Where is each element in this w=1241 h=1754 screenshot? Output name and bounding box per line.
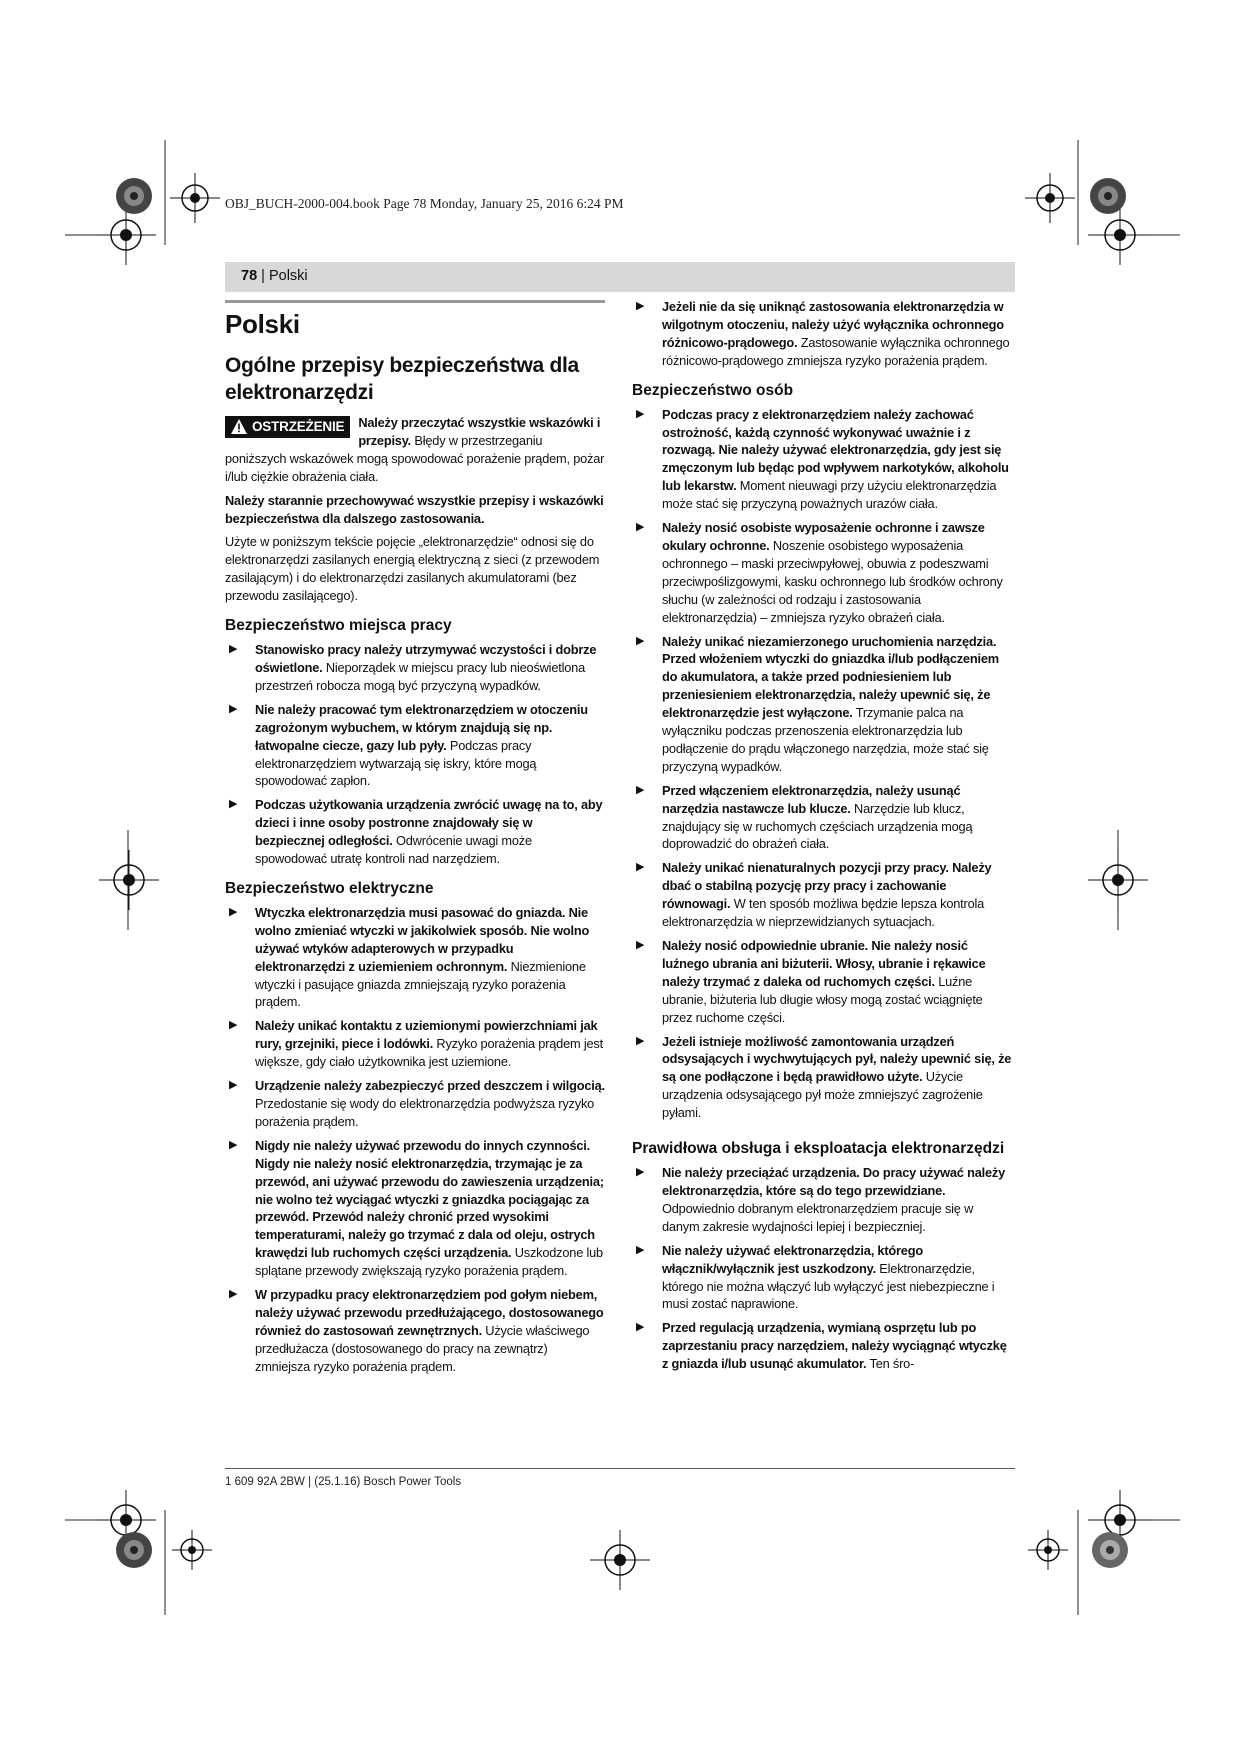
item-bold-text: Jeżeli istnieje możliwość zamontowania urządzeń odsysających i wychwytujących pył, należy upewnić się, że są one podłączone i będą prawidłowo użyte. — [662, 1033, 1012, 1085]
item-text: Podczas pracy elektronarzędziem wytwarzają się iskry, które mogą spowodować zapłon. — [255, 737, 537, 789]
list-item — [632, 633, 1012, 776]
bullet-arrow-icon: ▶ — [636, 521, 645, 534]
item-text: Noszenie osobistego wyposażenia ochronnego – maski przeciwpyłowej, obuwia z podeszwami przeciwpoślizgowymi, kasku ochronnego lub środków ochrony słuchu (w zależności od rodzaju i zastosowania elektronarzędzia) – zmniejsza ryzyko obrażeń ciała. — [662, 537, 1003, 625]
list-item — [225, 1286, 605, 1376]
item-text: Elektronarzędzie, którego nie można włączyć lub wyłączyć jest niebezpieczne i musi zostać naprawione. — [662, 1260, 995, 1312]
item-bold-text: Nie należy pracować tym elektronarzędziem w otoczeniu zagrożonym wybuchem, w którym znajdują się np. łatwopalne ciecze, gazy lub pyły. — [255, 701, 588, 753]
running-header — [241, 268, 308, 284]
color-rosette-icon — [114, 176, 154, 216]
warning-triangle-icon — [231, 419, 247, 434]
title-rule — [225, 300, 605, 303]
list-item — [632, 782, 1012, 854]
bullet-arrow-icon: ▶ — [636, 1321, 645, 1334]
item-bold-text: Nigdy nie należy używać przewodu do innych czynności. Nigdy nie należy nosić elektronarzędzia, trzymając je za przewód, ani używać przewodu do zawieszenia urządzenia; nie wolno też wyciągać wtyczki z gniazdka pociągając za przewód. Przewód należy chronić przed wysokimi temperaturami, należy go trzymać z dala od oleju, ostrych krawędzi lub ruchomych części urządzenia. — [255, 1137, 604, 1261]
color-rosette-icon — [1090, 1530, 1130, 1570]
item-bold-text: Urządzenie należy zabezpieczyć przed deszczem i wilgocią. — [255, 1078, 605, 1094]
footer-rule — [225, 1468, 1015, 1469]
item-text: Odwrócenie uwagi może spowodować utratę kontroli nad narzędziem. — [255, 833, 532, 867]
warning-bold-text: Należy przeczytać wszystkie wskazówki i przepisy. — [358, 415, 601, 448]
item-bold-text: Należy unikać nienaturalnych pozycji przy pracy. Należy dbać o stabilną pozycję przy pracy i zachowanie równowagi. — [662, 860, 992, 912]
header-bar — [225, 262, 1015, 292]
section-list — [632, 298, 1012, 370]
list-item — [225, 701, 605, 791]
bullet-arrow-icon: ▶ — [636, 783, 645, 796]
list-item — [632, 1164, 1012, 1236]
registration-target-icon — [1028, 1530, 1068, 1570]
item-bold-text: W przypadku pracy elektronarzędziem pod gołym niebem, należy używać przewodu przedłużającego, dostosowanego również do zastosowań zewnętrznych. — [255, 1287, 604, 1338]
list-item — [225, 1077, 605, 1131]
list-item — [225, 641, 605, 695]
item-bold-text: Nie należy używać elektronarzędzia, którego włącznik/wyłącznik jest uszkodzony. — [662, 1242, 923, 1276]
chapter-title: Ogólne przepisy bezpieczeństwa dla elektronarzędzi — [225, 354, 579, 404]
section-list — [632, 1164, 1012, 1373]
section-heading: Bezpieczeństwo osób — [632, 381, 794, 399]
warning-badge — [225, 416, 350, 438]
bullet-arrow-icon: ▶ — [229, 643, 238, 656]
warning-paragraph — [225, 414, 605, 486]
registration-target-icon — [170, 173, 220, 223]
item-bold-text: Należy unikać niezamierzonego uruchomienia narzędzia. Przed włożeniem wtyczki do gniazdka i/lub podłączeniem do akumulatora, a także przed podniesieniem lub przeniesieniem elektronarzędzia, należy upewnić się, że elektronarzędzie jest wyłączone. — [662, 633, 999, 721]
item-bold-text: Nie należy przeciążać urządzenia. Do pracy używać należy elektronarzędzia, które są do tego przewidziane. — [662, 1165, 1005, 1198]
item-text: Luźne ubranie, biżuteria lub długie włosy mogą zostać wciągnięte przez ruchome części. — [662, 973, 983, 1025]
color-rosette-icon — [1088, 176, 1128, 216]
keep-instructions — [225, 492, 605, 528]
print-slug: OBJ_BUCH-2000-004.book Page 78 Monday, January 25, 2016 6:24 PM — [225, 196, 624, 211]
registration-target-icon — [1088, 850, 1148, 910]
item-text: Odpowiednio dobranym elektronarzędziem pracuje się w danym zakresie wydajności lepiej i bezpieczniej. — [662, 1200, 974, 1234]
bullet-arrow-icon: ▶ — [636, 300, 645, 312]
item-bold-text: Należy nosić osobiste wyposażenie ochronne i zawsze okulary ochronne. — [662, 520, 985, 553]
bullet-arrow-icon: ▶ — [229, 1138, 238, 1151]
registration-target-icon — [172, 1530, 212, 1570]
page-title: Polski — [225, 309, 300, 339]
page-number: 78 — [241, 268, 258, 284]
bullet-arrow-icon: ▶ — [636, 939, 645, 951]
item-text: Użycie właściwego przedłużacza (dostosowanego do pracy na zewnątrz) zmniejsza ryzyko porażenia prądem. — [255, 1322, 590, 1374]
item-bold-text: Podczas użytkowania urządzenia zwrócić uwagę na to, aby dzieci i inne osoby postronne znajdowały się w bezpiecznej odległości. — [255, 797, 603, 849]
item-text: Trzymanie palca na wyłączniku podczas przenoszenia elektronarzędzia lub podłączenie do prądu włączonego narzędzia, może stać się przyczyną wypadków. — [662, 705, 989, 774]
item-bold-text: Jeżeli nie da się uniknąć zastosowania elektronarzędzia w wilgotnym otoczeniu, należy użyć wyłącznika ochronnego różnicowo-prądowego. — [662, 299, 1004, 350]
item-text: Ryzyko porażenia prądem jest większe, gdy ciało użytkownika jest uziemione. — [255, 1036, 603, 1070]
list-item — [225, 1137, 605, 1280]
keep-instructions-text: Należy starannie przechowywać wszystkie przepisy i wskazówki bezpieczeństwa dla dalszego zastosowania. — [225, 492, 604, 526]
item-bold-text: Przed regulacją urządzenia, wymianą osprzętu lub po zaprzestaniu pracy narzędziem, należy wyciągnąć wtyczkę z gniazda i/lub usunąć akumulator. — [662, 1320, 1007, 1372]
item-text: Narzędzie lub klucz, znajdujący się w ruchomych częściach urządzenia mogą doprowadzić do obrażeń ciała. — [662, 800, 973, 852]
right-column — [632, 298, 1012, 1379]
list-item — [225, 1017, 605, 1071]
left-column — [225, 300, 605, 1382]
list-item — [632, 519, 1012, 626]
section-heading: Bezpieczeństwo elektryczne — [225, 879, 434, 897]
item-text: Uszkodzone lub splątane przewody zwiększają ryzyko porażenia prądem. — [255, 1245, 603, 1279]
item-bold-text: Należy unikać kontaktu z uziemionymi powierzchniami jak rury, grzejniki, piece i lodówki. — [255, 1018, 598, 1052]
registration-target-icon — [590, 1530, 650, 1590]
list-item — [225, 796, 605, 868]
item-bold-text: Podczas pracy z elektronarzędziem należy zachować ostrożność, każdą czynność wykonywać uważnie i z rozwagą. Nie należy używać elektronarzędzia, gdy jest się zmęczonym lub będąc pod wpływem narkotyków, alkoholu lub lekarstw. — [662, 406, 1009, 494]
list-item — [632, 1033, 1012, 1123]
section-list — [225, 904, 605, 1376]
item-text: Moment nieuwagi przy użyciu elektronarzędzia może stać się przyczyną poważnych urazów ciała. — [662, 478, 997, 512]
item-bold-text: Wtyczka elektronarzędzia musi pasować do gniazda. Nie wolno zmieniać wtyczki w jakikolwiek sposób. Nie wolno używać wtyków adapterowych w przypadku elektronarzędzi z uziemieniem ochronnym. — [255, 904, 590, 974]
item-bold-text: Przed włączeniem elektronarzędzia, należy usunąć narzędzia nastawcze lub klucze. — [662, 782, 961, 816]
section-heading: Bezpieczeństwo miejsca pracy — [225, 617, 452, 635]
section-list — [225, 641, 605, 868]
item-bold-text: Stanowisko pracy należy utrzymywać wczystości i dobrze oświetlone. — [255, 642, 597, 675]
warning-badge-label: OSTRZEŻENIE — [252, 419, 345, 434]
section-heading: Prawidłowa obsługa i eksploatacja elektronarzędzi — [632, 1140, 1005, 1158]
item-text: Nieporządek w miejscu pracy lub nieoświetlona przestrzeń robocza mogą być przyczyną wypadków. — [255, 659, 585, 693]
page-footer: 1 609 92A 2BW | (25.1.16) Bosch Power Tools — [225, 1476, 462, 1488]
bullet-arrow-icon: ▶ — [229, 1079, 238, 1092]
bullet-arrow-icon: ▶ — [636, 407, 645, 420]
item-text: Ten śro- — [866, 1356, 915, 1372]
bullet-arrow-icon: ▶ — [229, 1019, 238, 1032]
bullet-arrow-icon: ▶ — [636, 634, 645, 647]
color-rosette-icon — [114, 1530, 154, 1570]
item-text: Zastosowanie wyłącznika ochronnego różnicowo-prądowego zmniejsza ryzyko porażenia prądem. — [662, 334, 1010, 368]
header-separator: | — [257, 268, 269, 284]
bullet-arrow-icon: ▶ — [636, 1243, 645, 1256]
header-section: Polski — [268, 268, 308, 284]
list-item — [225, 904, 605, 1011]
item-text: Przedostanie się wody do elektronarzędzia podwyższa ryzyko porażenia prądem. — [255, 1096, 595, 1129]
warning-text: Błędy w przestrzeganiu poniższych wskazówek mogą spowodować porażenie prądem, pożar i/lub ciężkie obrażenia ciała. — [225, 432, 605, 484]
registration-target-icon — [1025, 173, 1075, 223]
bullet-arrow-icon: ▶ — [636, 861, 645, 874]
registration-target-icon — [99, 850, 159, 910]
section-list — [632, 406, 1012, 1122]
list-item — [632, 1319, 1012, 1373]
bullet-arrow-icon: ▶ — [636, 1034, 645, 1047]
bullet-arrow-icon: ▶ — [229, 702, 238, 715]
bullet-arrow-icon: ▶ — [229, 798, 238, 811]
list-item — [632, 406, 1012, 513]
definition-paragraph: Użyte w poniższym tekście pojęcie „elektronarzędzie“ odnosi się do elektronarzędzi zasilanych energią elektryczną z sieci (z przewodem zasilającym) i do elektronarzędzi zasilanych akumulatorami (bez przewodu zasilającego). — [225, 534, 600, 604]
bullet-arrow-icon: ▶ — [229, 1288, 238, 1301]
item-text: W ten sposób możliwa będzie lepsza kontrola elektronarzędzia w nieprzewidzianych sytuacjach. — [662, 896, 985, 930]
bullet-arrow-icon: ▶ — [229, 905, 238, 918]
item-text: Niezmienione wtyczki i pasujące gniazda zmniejszają ryzyko porażenia prądem. — [255, 958, 586, 1010]
list-item — [632, 298, 1012, 370]
item-text: Użycie urządzenia odsysającego pył może zmniejszyć zagrożenie pyłami. — [662, 1069, 983, 1121]
list-item — [632, 859, 1012, 931]
bullet-arrow-icon: ▶ — [636, 1166, 645, 1179]
list-item — [632, 1242, 1012, 1314]
list-item — [632, 937, 1012, 1027]
item-bold-text: Należy nosić odpowiednie ubranie. Nie należy nosić luźnego ubrania ani biżuterii. Włosy, ubranie i rękawice należy trzymać z daleka od ruchomych części. — [662, 938, 986, 989]
